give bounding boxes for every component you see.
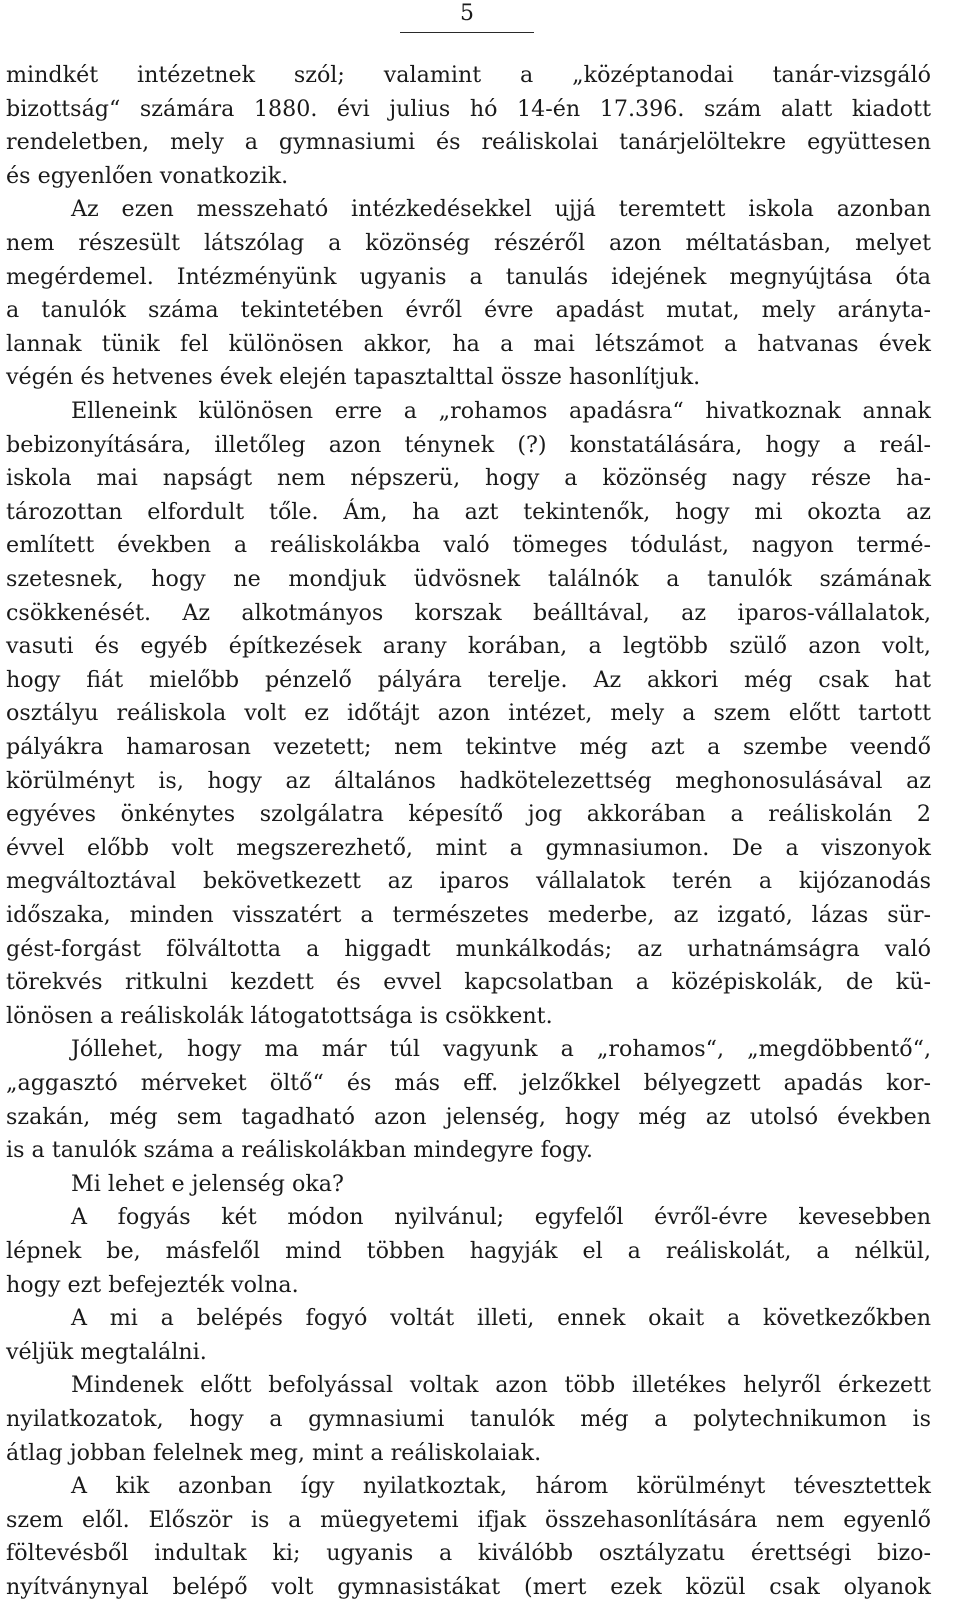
text-line: egyéves önkénytes szolgálatra képesítő jog akkorában a reáliskolán 2 [6, 801, 931, 828]
text-line: Az ezen messzeható intézkedésekkel ujjá teremtett iskola azonban [71, 196, 931, 223]
text-line: A kik azonban így nyilatkoztak, három körülményt tévesztettek [71, 1473, 931, 1500]
text-line: és egyenlően vonatkozik. [6, 162, 289, 189]
text-line: iskola mai napságt nem népszerü, hogy a közönség nagy része ha- [6, 465, 931, 492]
text-line: a tanulók száma tekintetében évről évre apadást mutat, mely arányta- [6, 297, 931, 324]
text-line: szem elől. Először is a müegyetemi ifjak összehasonlítására nem egyenlő [6, 1506, 931, 1533]
text-line: említett években a reáliskolákba való tömeges tódulást, nagyon termé- [6, 532, 931, 559]
text-line: Mindenek előtt befolyással voltak azon több illetékes helyről érkezett [71, 1372, 931, 1399]
text-line: Jóllehet, hogy ma már túl vagyunk a „rohamos“, „megdöbbentő“, [71, 1036, 931, 1063]
text-line: lannak tünik fel különösen akkor, ha a mai létszámot a hatvanas évek [6, 330, 931, 357]
text-line: csökkenését. Az alkotmányos korszak beálltával, az iparos-vállalatok, [6, 599, 931, 626]
text-line: osztályu reáliskola volt ez időtájt azon intézet, mely a szem előtt tartott [6, 700, 931, 727]
text-line: föltevésből indultak ki; ugyanis a kiválóbb osztályzatu érettségi bizo- [6, 1540, 931, 1567]
text-line: rendeletben, mely a gymnasiumi és reáliskolai tanárjelöltekre együttesen [6, 129, 931, 156]
text-line: bebizonyítására, illetőleg azon ténynek (?) konstatálására, hogy a reál- [6, 431, 931, 458]
text-line: körülményt is, hogy az általános hadkötelezettség meghonosulásával az [6, 767, 931, 794]
text-line: hogy fiát mielőbb pénzelő pályára terelje. Az akkori még csak hat [6, 666, 931, 693]
text-line: szakán, még sem tagadható azon jelenség, hogy még az utolsó években [6, 1103, 931, 1130]
text-line: mindkét intézetnek szól; valamint a „középtanodai tanár-vizsgáló [6, 62, 931, 88]
text-line: pályákra hamarosan vezetett; nem tekintve még azt a szembe veendő [6, 734, 931, 760]
text-line: lépnek be, másfelől mind többen hagyják el a reáliskolát, a nélkül, [6, 1238, 931, 1264]
text-line: átlag jobban felelnek meg, mint a reáliskolaiak. [6, 1439, 542, 1466]
text-line: törekvés ritkulni kezdett és evvel kapcsolatban a középiskolák, de kü- [6, 969, 931, 996]
page-header [400, 0, 534, 33]
text-line: nem részesült látszólag a közönség részéről azon méltatásban, melyet [6, 230, 931, 256]
text-line: megérdemel. Intézményünk ugyanis a tanulás idejének megnyújtása óta [6, 263, 931, 290]
text-line: vasuti és egyéb építkezések arany korában, a legtöbb szülő azon volt, [6, 633, 931, 660]
text-line: A fogyás két módon nyilvánul; egyfelől évről-évre kevesebben [71, 1204, 931, 1231]
text-line: bizottság“ számára 1880. évi julius hó 14-én 17.396. szám alatt kiadott [6, 95, 931, 122]
text-line: szetesnek, hogy ne mondjuk üdvösnek találnók a tanulók számának [6, 566, 931, 592]
text-line: megváltoztával bekövetkezett az iparos vállalatok terén a kijózanodás [6, 868, 931, 895]
text-line: véljük megtalálni. [6, 1338, 207, 1365]
text-line: A mi a belépés fogyó voltát illeti, ennek okait a következőkben [71, 1305, 931, 1332]
text-line: Mi lehet e jelenség oka? [71, 1170, 344, 1197]
text-line: évvel előbb volt megszerezhető, mint a gymnasiumon. De a viszonyok [6, 834, 931, 861]
text-line: Elleneink különösen erre a „rohamos apadásra“ hivatkoznak annak [71, 398, 931, 424]
text-line: lönösen a reáliskolák látogatottsága is csökkent. [6, 1002, 553, 1029]
text-line: is a tanulók száma a reáliskolákban mindegyre fogy. [6, 1137, 593, 1164]
text-line: „aggasztó mérveket öltő“ és más eff. jelzőkkel bélyegzett apadás kor- [6, 1070, 931, 1096]
text-line: végén és hetvenes évek elején tapasztalttal össze hasonlítjuk. [6, 364, 701, 391]
page-number: 5 [460, 1, 474, 26]
text-line: időszaka, minden visszatért a természetes mederbe, az izgató, lázas sür- [6, 902, 931, 928]
text-line: tározottan elfordult tőle. Ám, ha azt tekintenők, hogy mi okozta az [6, 498, 931, 525]
text-line: gést-forgást fölváltotta a higgadt munkálkodás; az urhatnámságra való [6, 935, 931, 962]
text-line: hogy ezt befejezték volna. [6, 1271, 299, 1298]
text-line: nyítványnyal belépő volt gymnasistákat (mert ezek közül csak olyanok [6, 1574, 931, 1600]
text-line: nyilatkozatok, hogy a gymnasiumi tanulók még a polytechnikumon is [6, 1406, 931, 1432]
